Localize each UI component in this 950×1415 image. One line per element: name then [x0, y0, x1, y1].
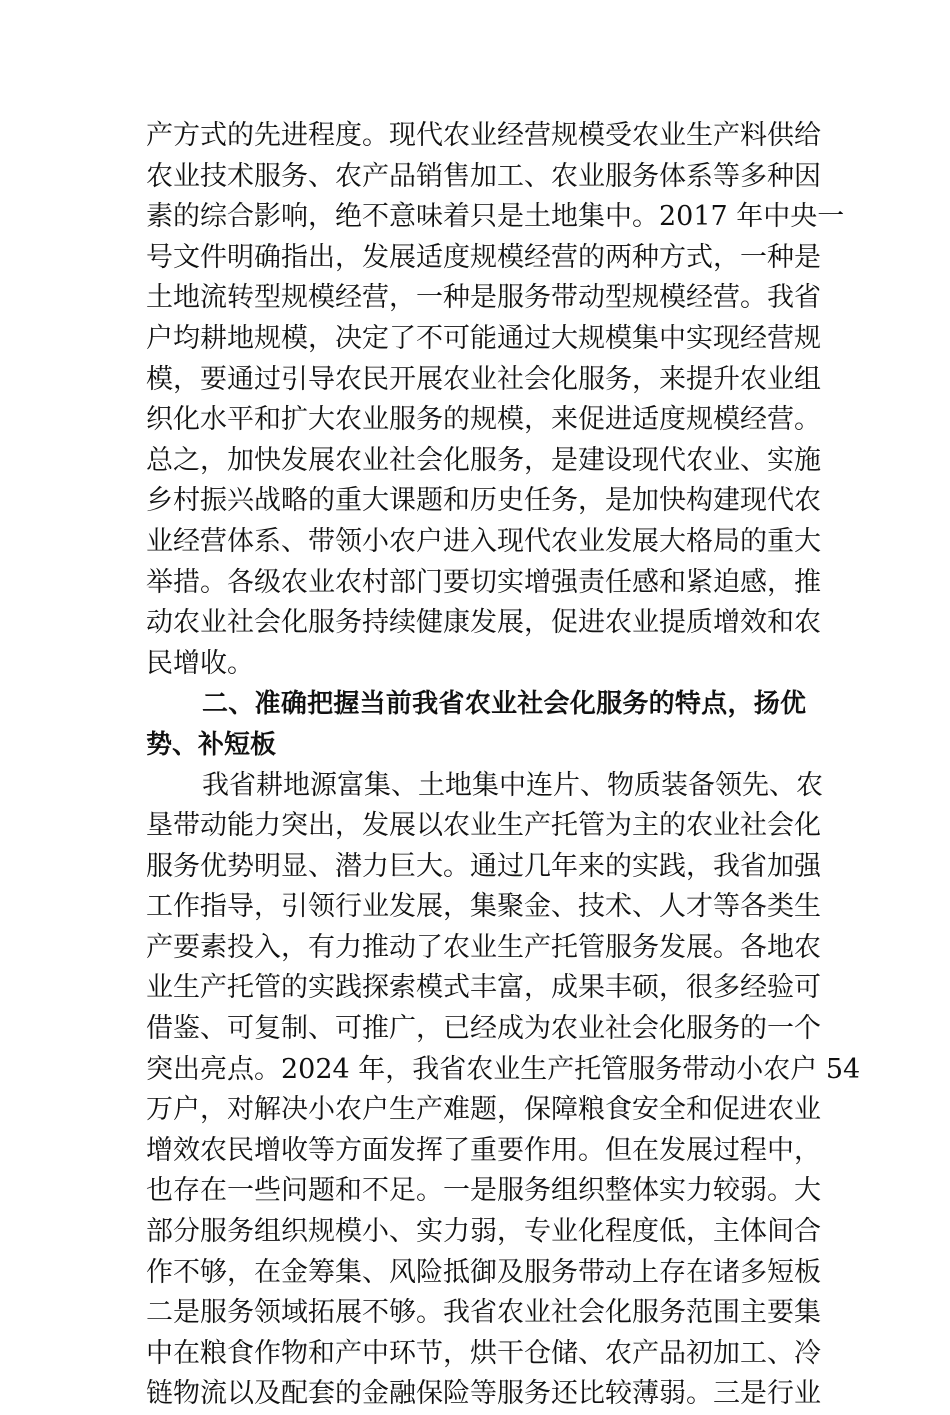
- text-line: 总之，加快发展农业社会化服务，是建设现代农业、实施: [146, 441, 806, 482]
- text-line: 链物流以及配套的金融保险等服务还比较薄弱。三是行业: [146, 1374, 806, 1415]
- text-line: 服务优势明显、潜力巨大。通过几年来的实践，我省加强: [146, 847, 806, 888]
- paragraph-2: [146, 766, 806, 1415]
- text-line: 垦带动能力突出，发展以农业生产托管为主的农业社会化: [146, 806, 806, 847]
- text-line: 织化水平和扩大农业服务的规模，来促进适度规模经营。: [146, 400, 806, 441]
- text-line: 部分服务组织规模小、实力弱，专业化程度低，主体间合: [146, 1212, 806, 1253]
- text-line: 工作指导，引领行业发展，集聚金、技术、人才等各类生: [146, 887, 806, 928]
- heading-line: 二、准确把握当前我省农业社会化服务的特点，扬优: [146, 684, 806, 725]
- text-line: 产要素投入，有力推动了农业生产托管服务发展。各地农: [146, 928, 806, 969]
- text-line: 模，要通过引导农民开展农业社会化服务，来提升农业组: [146, 360, 806, 401]
- text-line: 也存在一些问题和不足。一是服务组织整体实力较弱。大: [146, 1171, 806, 1212]
- text-line: 作不够，在金筹集、风险抵御及服务带动上存在诸多短板: [146, 1253, 806, 1294]
- text-line: 二是服务领域拓展不够。我省农业社会化服务范围主要集: [146, 1293, 806, 1334]
- paragraph-1: [146, 116, 806, 684]
- text-line: 民增收。: [146, 644, 806, 685]
- text-line: 中在粮食作物和产中环节，烘干仓储、农产品初加工、冷: [146, 1334, 806, 1375]
- text-line: 业经营体系、带领小农户进入现代农业发展大格局的重大: [146, 522, 806, 563]
- text-line: 产方式的先进程度。现代农业经营规模受农业生产料供给: [146, 116, 806, 157]
- heading-line: 势、补短板: [146, 725, 806, 766]
- text-line: 万户，对解决小农户生产难题，保障粮食安全和促进农业: [146, 1090, 806, 1131]
- text-line: 号文件明确指出，发展适度规模经营的两种方式，一种是: [146, 238, 806, 279]
- text-line: 素的综合影响，绝不意味着只是土地集中。2017 年中央一: [146, 197, 806, 238]
- text-line: 动农业社会化服务持续健康发展，促进农业提质增效和农: [146, 603, 806, 644]
- text-line: 户均耕地规模，决定了不可能通过大规模集中实现经营规: [146, 319, 806, 360]
- text-line: 我省耕地源富集、土地集中连片、物质装备领先、农: [146, 766, 806, 807]
- text-line: 增效农民增收等方面发挥了重要作用。但在发展过程中，: [146, 1131, 806, 1172]
- text-line: 农业技术服务、农产品销售加工、农业服务体系等多种因: [146, 157, 806, 198]
- text-line: 业生产托管的实践探索模式丰富，成果丰硕，很多经验可: [146, 968, 806, 1009]
- text-line: 举措。各级农业农村部门要切实增强责任感和紧迫感，推: [146, 563, 806, 604]
- text-line: 借鉴、可复制、可推广，已经成为农业社会化服务的一个: [146, 1009, 806, 1050]
- text-line: 乡村振兴战略的重大课题和历史任务，是加快构建现代农: [146, 481, 806, 522]
- document-page: [146, 116, 806, 1415]
- text-line: 突出亮点。2024 年，我省农业生产托管服务带动小农户 54: [146, 1050, 806, 1091]
- text-line: 土地流转型规模经营，一种是服务带动型规模经营。我省: [146, 278, 806, 319]
- section-heading: [146, 684, 806, 765]
